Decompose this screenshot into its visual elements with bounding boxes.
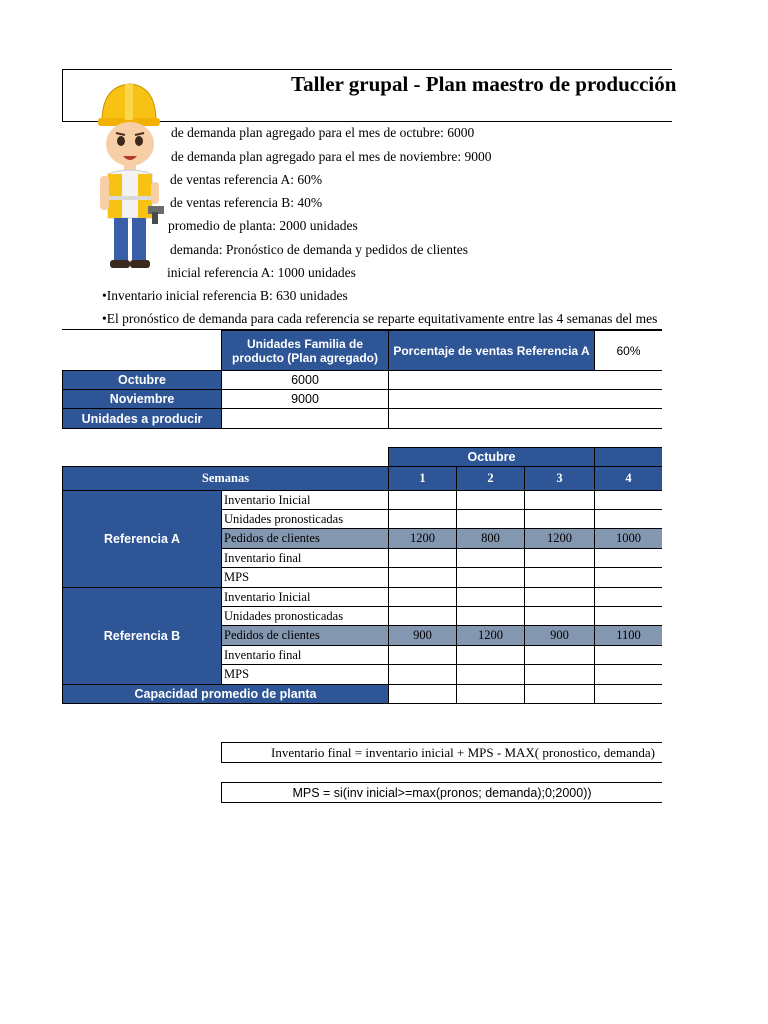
week-value-cell[interactable]: [524, 548, 595, 568]
week-value-cell[interactable]: [594, 664, 662, 685]
week-value-cell[interactable]: [594, 567, 662, 588]
units-header: Unidades Familia de producto (Plan agregado): [221, 330, 389, 371]
bullet-line: demanda: Pronóstico de demanda y pedidos de clientes: [170, 242, 469, 257]
pedidos-b-week-1[interactable]: 900: [388, 625, 457, 646]
week-value-cell[interactable]: [524, 490, 595, 510]
bullet-line: inicial referencia A: 1000 unidades: [167, 265, 356, 280]
week-value-cell[interactable]: [456, 645, 525, 665]
week-value-cell[interactable]: [456, 606, 525, 626]
row-label-unidades-pronosticadas: Unidades pronosticadas: [221, 606, 389, 626]
week-1-header: 1: [388, 466, 457, 491]
week-value-cell[interactable]: [388, 509, 457, 529]
bullet-line: de demanda plan agregado para el mes de octubre: 6000: [171, 125, 475, 140]
week-value-cell[interactable]: [524, 606, 595, 626]
week-value-cell[interactable]: [388, 548, 457, 568]
pct-header: Porcentaje de ventas Referencia A: [388, 330, 595, 371]
bullet-line: promedio de planta: 2000 unidades: [168, 218, 358, 233]
week-value-cell[interactable]: [388, 606, 457, 626]
week-value-cell[interactable]: [524, 664, 595, 685]
week-value-cell[interactable]: [594, 509, 662, 529]
row-label-inventario-final: Inventario final: [221, 548, 389, 568]
pct-value[interactable]: 60%: [594, 330, 662, 371]
week-value-cell[interactable]: [456, 664, 525, 685]
week-value-cell[interactable]: [524, 567, 595, 588]
month-header-octubre: Octubre: [388, 447, 595, 467]
row-label-inventario-final: Inventario final: [221, 645, 389, 665]
capacity-label: Capacidad promedio de planta: [62, 684, 389, 704]
pedidos-a-week-3[interactable]: 1200: [524, 528, 595, 549]
bullet-line: •Inventario inicial referencia B: 630 unidades: [102, 288, 348, 303]
week-value-cell[interactable]: [594, 606, 662, 626]
week-value-cell[interactable]: [388, 684, 457, 704]
week-value-cell[interactable]: [388, 567, 457, 588]
week-value-cell[interactable]: [456, 567, 525, 588]
construction-worker-image: [94, 78, 164, 272]
week-value-cell[interactable]: [388, 645, 457, 665]
bullet-line: de demanda plan agregado para el mes de noviembre: 9000: [171, 149, 492, 164]
week-value-cell[interactable]: [594, 548, 662, 568]
bullet-line: de ventas referencia B: 40%: [170, 195, 323, 210]
empty-cell[interactable]: [388, 370, 662, 390]
row-label-inventario-inicial: Inventario Inicial: [221, 490, 389, 510]
week-value-cell[interactable]: [456, 548, 525, 568]
weeks-header: Semanas: [62, 466, 389, 491]
week-value-cell[interactable]: [388, 490, 457, 510]
week-4-header: 4: [594, 466, 662, 491]
reference-a-label: Referencia A: [62, 490, 222, 588]
week-value-cell[interactable]: [456, 490, 525, 510]
value-noviembre[interactable]: 9000: [221, 389, 389, 409]
pedidos-a-week-4[interactable]: 1000: [594, 528, 662, 549]
row-label-pedidos: Pedidos de clientes: [221, 625, 389, 646]
week-value-cell[interactable]: [456, 509, 525, 529]
pedidos-b-week-2[interactable]: 1200: [456, 625, 525, 646]
row-label-pedidos: Pedidos de clientes: [221, 528, 389, 549]
row-label-mps: MPS: [221, 664, 389, 685]
week-value-cell[interactable]: [388, 664, 457, 685]
week-value-cell[interactable]: [524, 684, 595, 704]
empty-cell[interactable]: [388, 389, 662, 409]
page-title: Taller grupal - Plan maestro de producción: [291, 72, 677, 96]
row-label-unidades-pronosticadas: Unidades pronosticadas: [221, 509, 389, 529]
formula-inventario-final: Inventario final = inventario inicial + MPS - MAX( pronostico, demanda): [221, 742, 662, 763]
empty-header-cell: [62, 330, 222, 371]
week-3-header: 3: [524, 466, 595, 491]
week-value-cell[interactable]: [594, 490, 662, 510]
row-label-inventario-inicial: Inventario Inicial: [221, 587, 389, 607]
week-value-cell[interactable]: [594, 587, 662, 607]
week-value-cell[interactable]: [388, 587, 457, 607]
week-value-cell[interactable]: [524, 645, 595, 665]
week-value-cell[interactable]: [456, 684, 525, 704]
pedidos-a-week-1[interactable]: 1200: [388, 528, 457, 549]
pedidos-b-week-3[interactable]: 900: [524, 625, 595, 646]
row-label-noviembre: Noviembre: [62, 389, 222, 409]
week-value-cell[interactable]: [524, 587, 595, 607]
value-octubre[interactable]: 6000: [221, 370, 389, 390]
reference-b-label: Referencia B: [62, 587, 222, 685]
bullet-line: •El pronóstico de demanda para cada referencia se reparte equitativamente entre las 4 semanas del mes: [102, 311, 658, 326]
week-value-cell[interactable]: [524, 509, 595, 529]
month-header-empty: [594, 447, 662, 467]
formula-mps: MPS = si(inv inicial>=max(pronos; demanda);0;2000)): [221, 782, 662, 803]
bullet-line: de ventas referencia A: 60%: [170, 172, 323, 187]
week-value-cell[interactable]: [594, 645, 662, 665]
value-unidades[interactable]: [221, 408, 389, 429]
week-value-cell[interactable]: [456, 587, 525, 607]
row-label-mps: MPS: [221, 567, 389, 588]
week-2-header: 2: [456, 466, 525, 491]
pedidos-a-week-2[interactable]: 800: [456, 528, 525, 549]
empty-cell[interactable]: [388, 408, 662, 429]
row-label-unidades: Unidades a producir: [62, 408, 222, 429]
row-label-octubre: Octubre: [62, 370, 222, 390]
week-value-cell[interactable]: [594, 684, 662, 704]
pedidos-b-week-4[interactable]: 1100: [594, 625, 662, 646]
